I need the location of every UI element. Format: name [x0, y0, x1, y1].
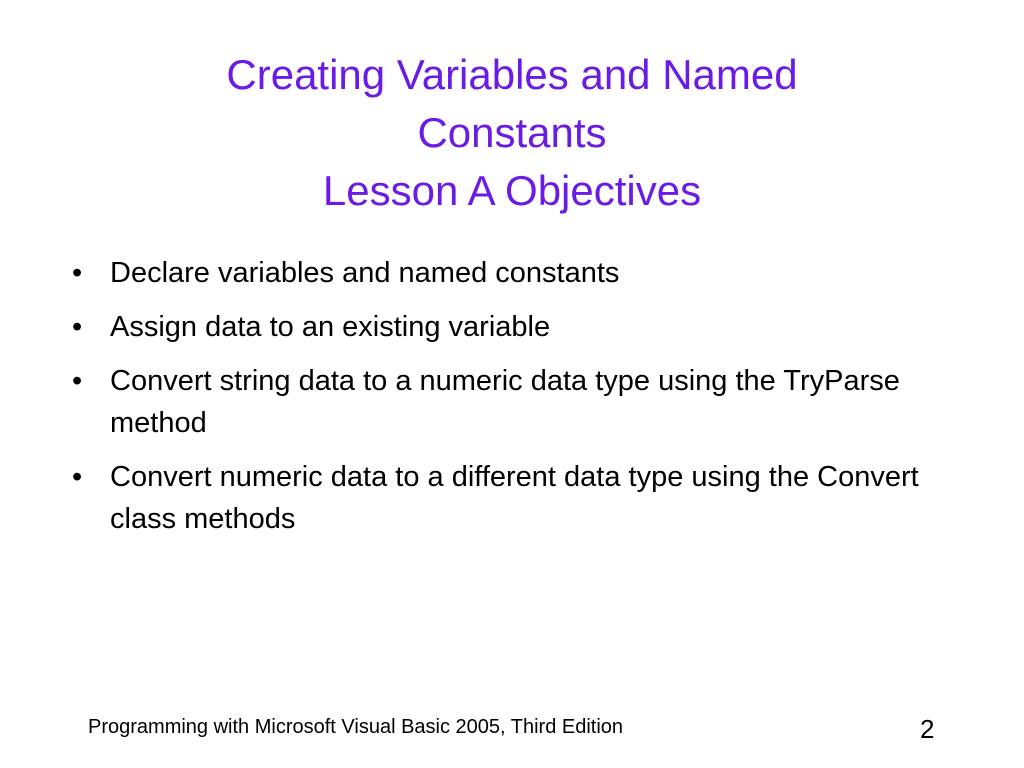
objective-item-3 [72, 360, 942, 444]
objective-item-4 [72, 456, 942, 540]
objective-text-3: Convert string data to a numeric data type using the TryParse method [110, 365, 900, 439]
objective-text-1: Declare variables and named constants [110, 257, 620, 289]
slide-footer: Programming with Microsoft Visual Basic 2005, Third Edition [88, 716, 624, 738]
bullet-icon: • [72, 257, 83, 289]
title-line-2: Constants [417, 109, 607, 156]
objective-text-4: Convert numeric data to a different data type using the Convert class methods [110, 461, 919, 535]
bullet-icon: • [72, 461, 83, 493]
objectives-list [72, 252, 942, 552]
title-line-1: Creating Variables and Named [226, 51, 798, 98]
title-line-3: Lesson A Objectives [322, 167, 702, 214]
objective-item-2 [72, 306, 942, 348]
page-number: 2 [920, 714, 935, 744]
slide-title [112, 46, 912, 220]
objective-text-2: Assign data to an existing variable [110, 311, 551, 343]
objective-item-1 [72, 252, 942, 294]
bullet-icon: • [72, 311, 83, 343]
bullet-icon: • [72, 365, 83, 397]
